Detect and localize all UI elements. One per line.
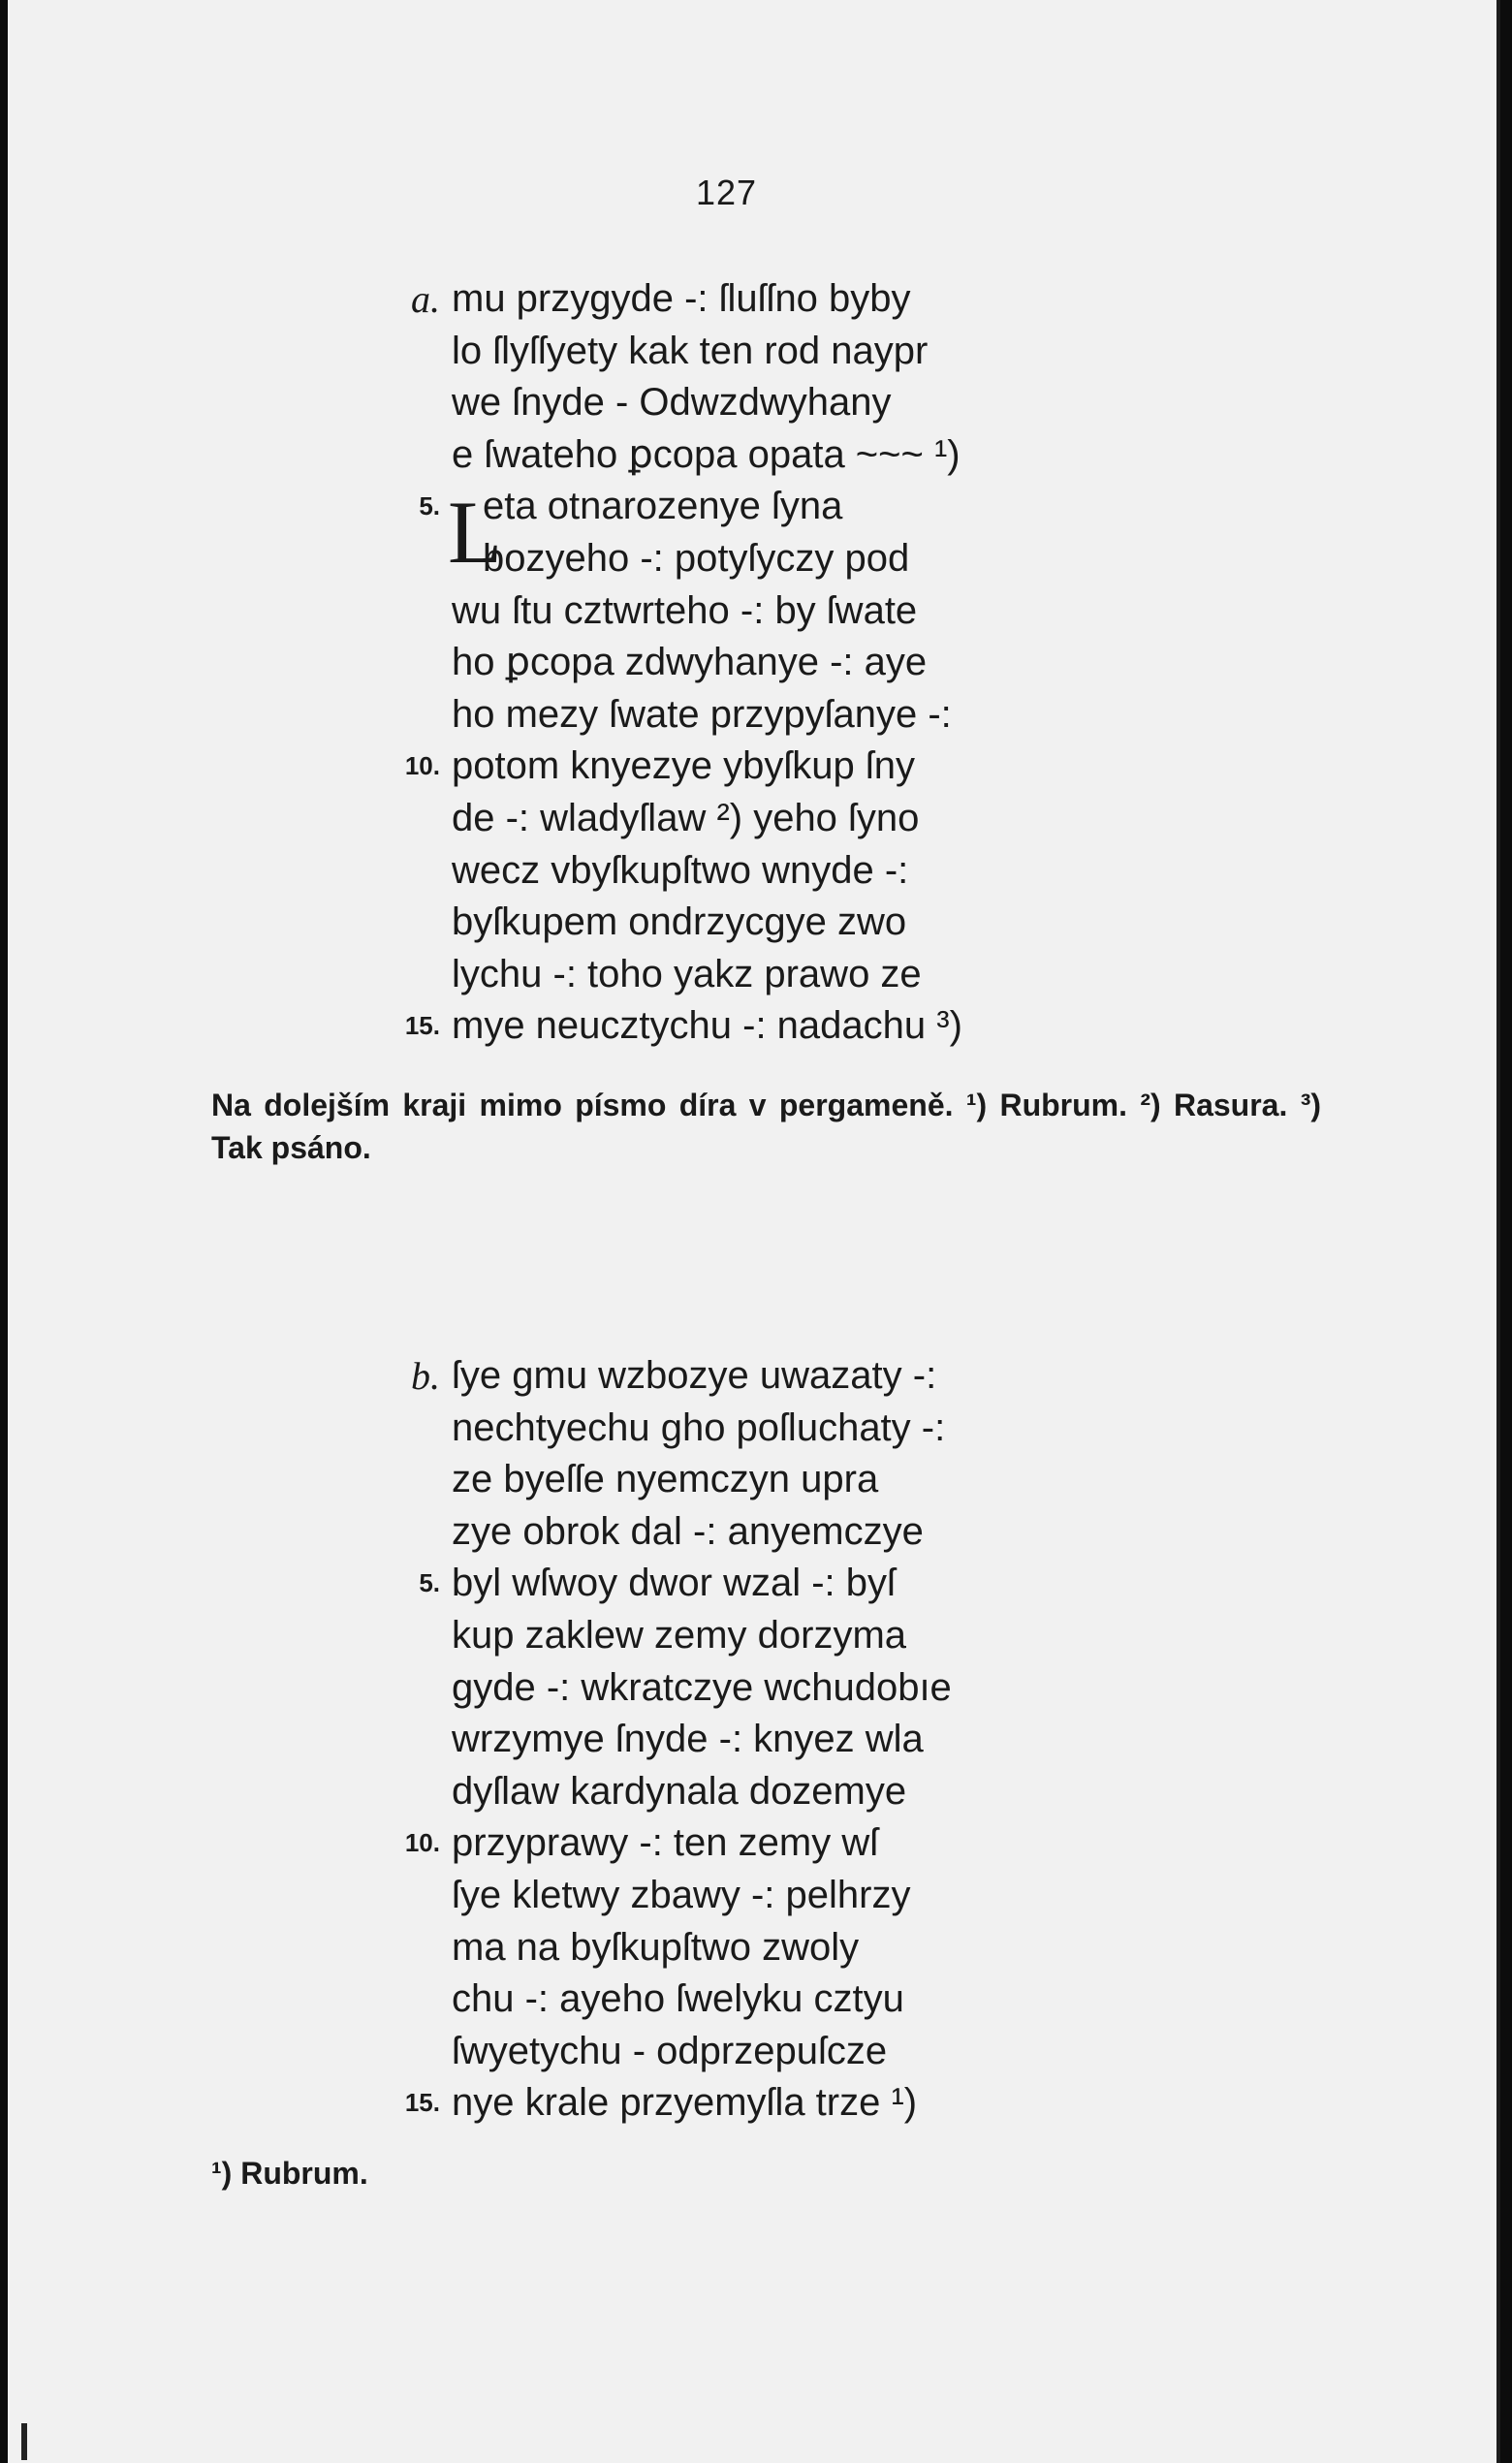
verse-line (8, 1403, 1496, 1455)
verse-line (8, 1610, 1496, 1662)
text-block-b (8, 1350, 1496, 2130)
initial-letter: L (448, 483, 503, 582)
verse-line (8, 689, 1496, 742)
verse-line (8, 533, 1496, 585)
verse-line (8, 741, 1496, 793)
verse-line (8, 897, 1496, 949)
verse-line (8, 585, 1496, 638)
scan-edge-mark (21, 2423, 27, 2460)
verse-line (8, 1714, 1496, 1766)
line-number: 15. (404, 1011, 440, 1041)
line-text: dyſlaw kardynala dozemye (452, 1769, 907, 1813)
line-number: 10. (404, 751, 440, 781)
line-number: 10. (404, 1828, 440, 1858)
line-text: ſwyetychu - odprzepuſcze (452, 2029, 888, 2072)
verse-line (8, 1974, 1496, 2026)
line-text: byſkupem ondrzycgye zwo (452, 900, 907, 944)
verse-line (8, 949, 1496, 1001)
line-number: b. (411, 1354, 440, 1398)
line-number: a. (411, 277, 440, 321)
line-text: ho ꝑcopa zdwyhanye -: aye (452, 641, 928, 684)
line-text: lo ſlyſſyety kak ten rod naypr (452, 329, 929, 372)
verse-line (8, 845, 1496, 898)
line-text: we ſnyde - Odwzdwyhany (452, 381, 892, 425)
footnote-a: Na dolejším kraji mimo písmo díra v pergameně. ¹) Rubrum. ²) Rasura. ³) Tak psáno. (211, 1088, 1321, 1165)
verse-line (8, 1506, 1496, 1559)
verse-line (8, 1454, 1496, 1506)
line-text: byl wſwoy dwor wzal -: byſ (452, 1562, 896, 1605)
line-text: potom knyezye ybyſkup ſny (452, 744, 916, 788)
verse-line (8, 429, 1496, 482)
verse-line (8, 273, 1496, 326)
verse-line (8, 637, 1496, 689)
verse-line (8, 1766, 1496, 1818)
verse-line (8, 793, 1496, 845)
line-text: zye obrok dal -: anyemczye (452, 1509, 924, 1553)
line-number: 15. (404, 2088, 440, 2118)
line-text: nye krale przyemyſla trze ¹) (452, 2081, 918, 2125)
verse-line (8, 481, 1496, 533)
line-text: ho mezy ſwate przypyſanye -: (452, 692, 952, 736)
line-text: nechtyechu gho poſluchaty -: (452, 1405, 946, 1449)
line-text: lychu -: toho yakz prawo ze (452, 952, 922, 995)
verse-line (8, 2077, 1496, 2130)
line-text: ze byeſſe nyemczyn upra (452, 1458, 879, 1501)
line-text: wecz vbyſkupſtwo wnyde -: (452, 848, 909, 892)
verse-line (8, 1350, 1496, 1403)
verse-line (8, 1817, 1496, 1870)
line-text: gyde -: wkratczye wchudobıe (452, 1665, 952, 1709)
line-text: e ſwateho ꝑcopa opata ~~~ ¹) (452, 432, 961, 476)
footnote-b: ¹) Rubrum. (211, 2156, 368, 2191)
line-text: eta otnarozenye ſyna (483, 485, 843, 528)
line-text: ſye gmu wzbozye uwazaty -: (452, 1354, 937, 1397)
verse-line (8, 2026, 1496, 2078)
line-text: wu ſtu cztwrteho -: by ſwate (452, 588, 918, 632)
line-text: kup zaklew zemy dorzyma (452, 1613, 907, 1657)
page (8, 0, 1500, 2463)
verse-line (8, 1662, 1496, 1715)
line-text: ma na byſkupſtwo zwoly (452, 1925, 860, 1969)
line-text: chu -: ayeho ſwelyku cztyu (452, 1977, 904, 2021)
text-block-a (8, 273, 1496, 1053)
line-number: 5. (419, 491, 440, 521)
line-text: mu przygyde -: ſluſſno byby (452, 277, 911, 320)
line-text: bozyeho -: potyſyczy pod (483, 536, 910, 580)
page-number: 127 (696, 173, 758, 212)
verse-line (8, 1870, 1496, 1922)
verse-line (8, 326, 1496, 378)
line-text: wrzymye ſnyde -: knyez wla (452, 1718, 924, 1761)
line-text: mye neucztychu -: nadachu ³) (452, 1004, 962, 1048)
verse-line (8, 1000, 1496, 1053)
line-number: 5. (419, 1568, 440, 1598)
verse-line (8, 377, 1496, 429)
verse-line (8, 1558, 1496, 1610)
line-text: ſye kletwy zbawy -: pelhrzy (452, 1873, 911, 1916)
verse-line (8, 1922, 1496, 1974)
line-text: przyprawy -: ten zemy wſ (452, 1821, 879, 1865)
line-text: de -: wladyſlaw ²) yeho ſyno (452, 796, 920, 839)
